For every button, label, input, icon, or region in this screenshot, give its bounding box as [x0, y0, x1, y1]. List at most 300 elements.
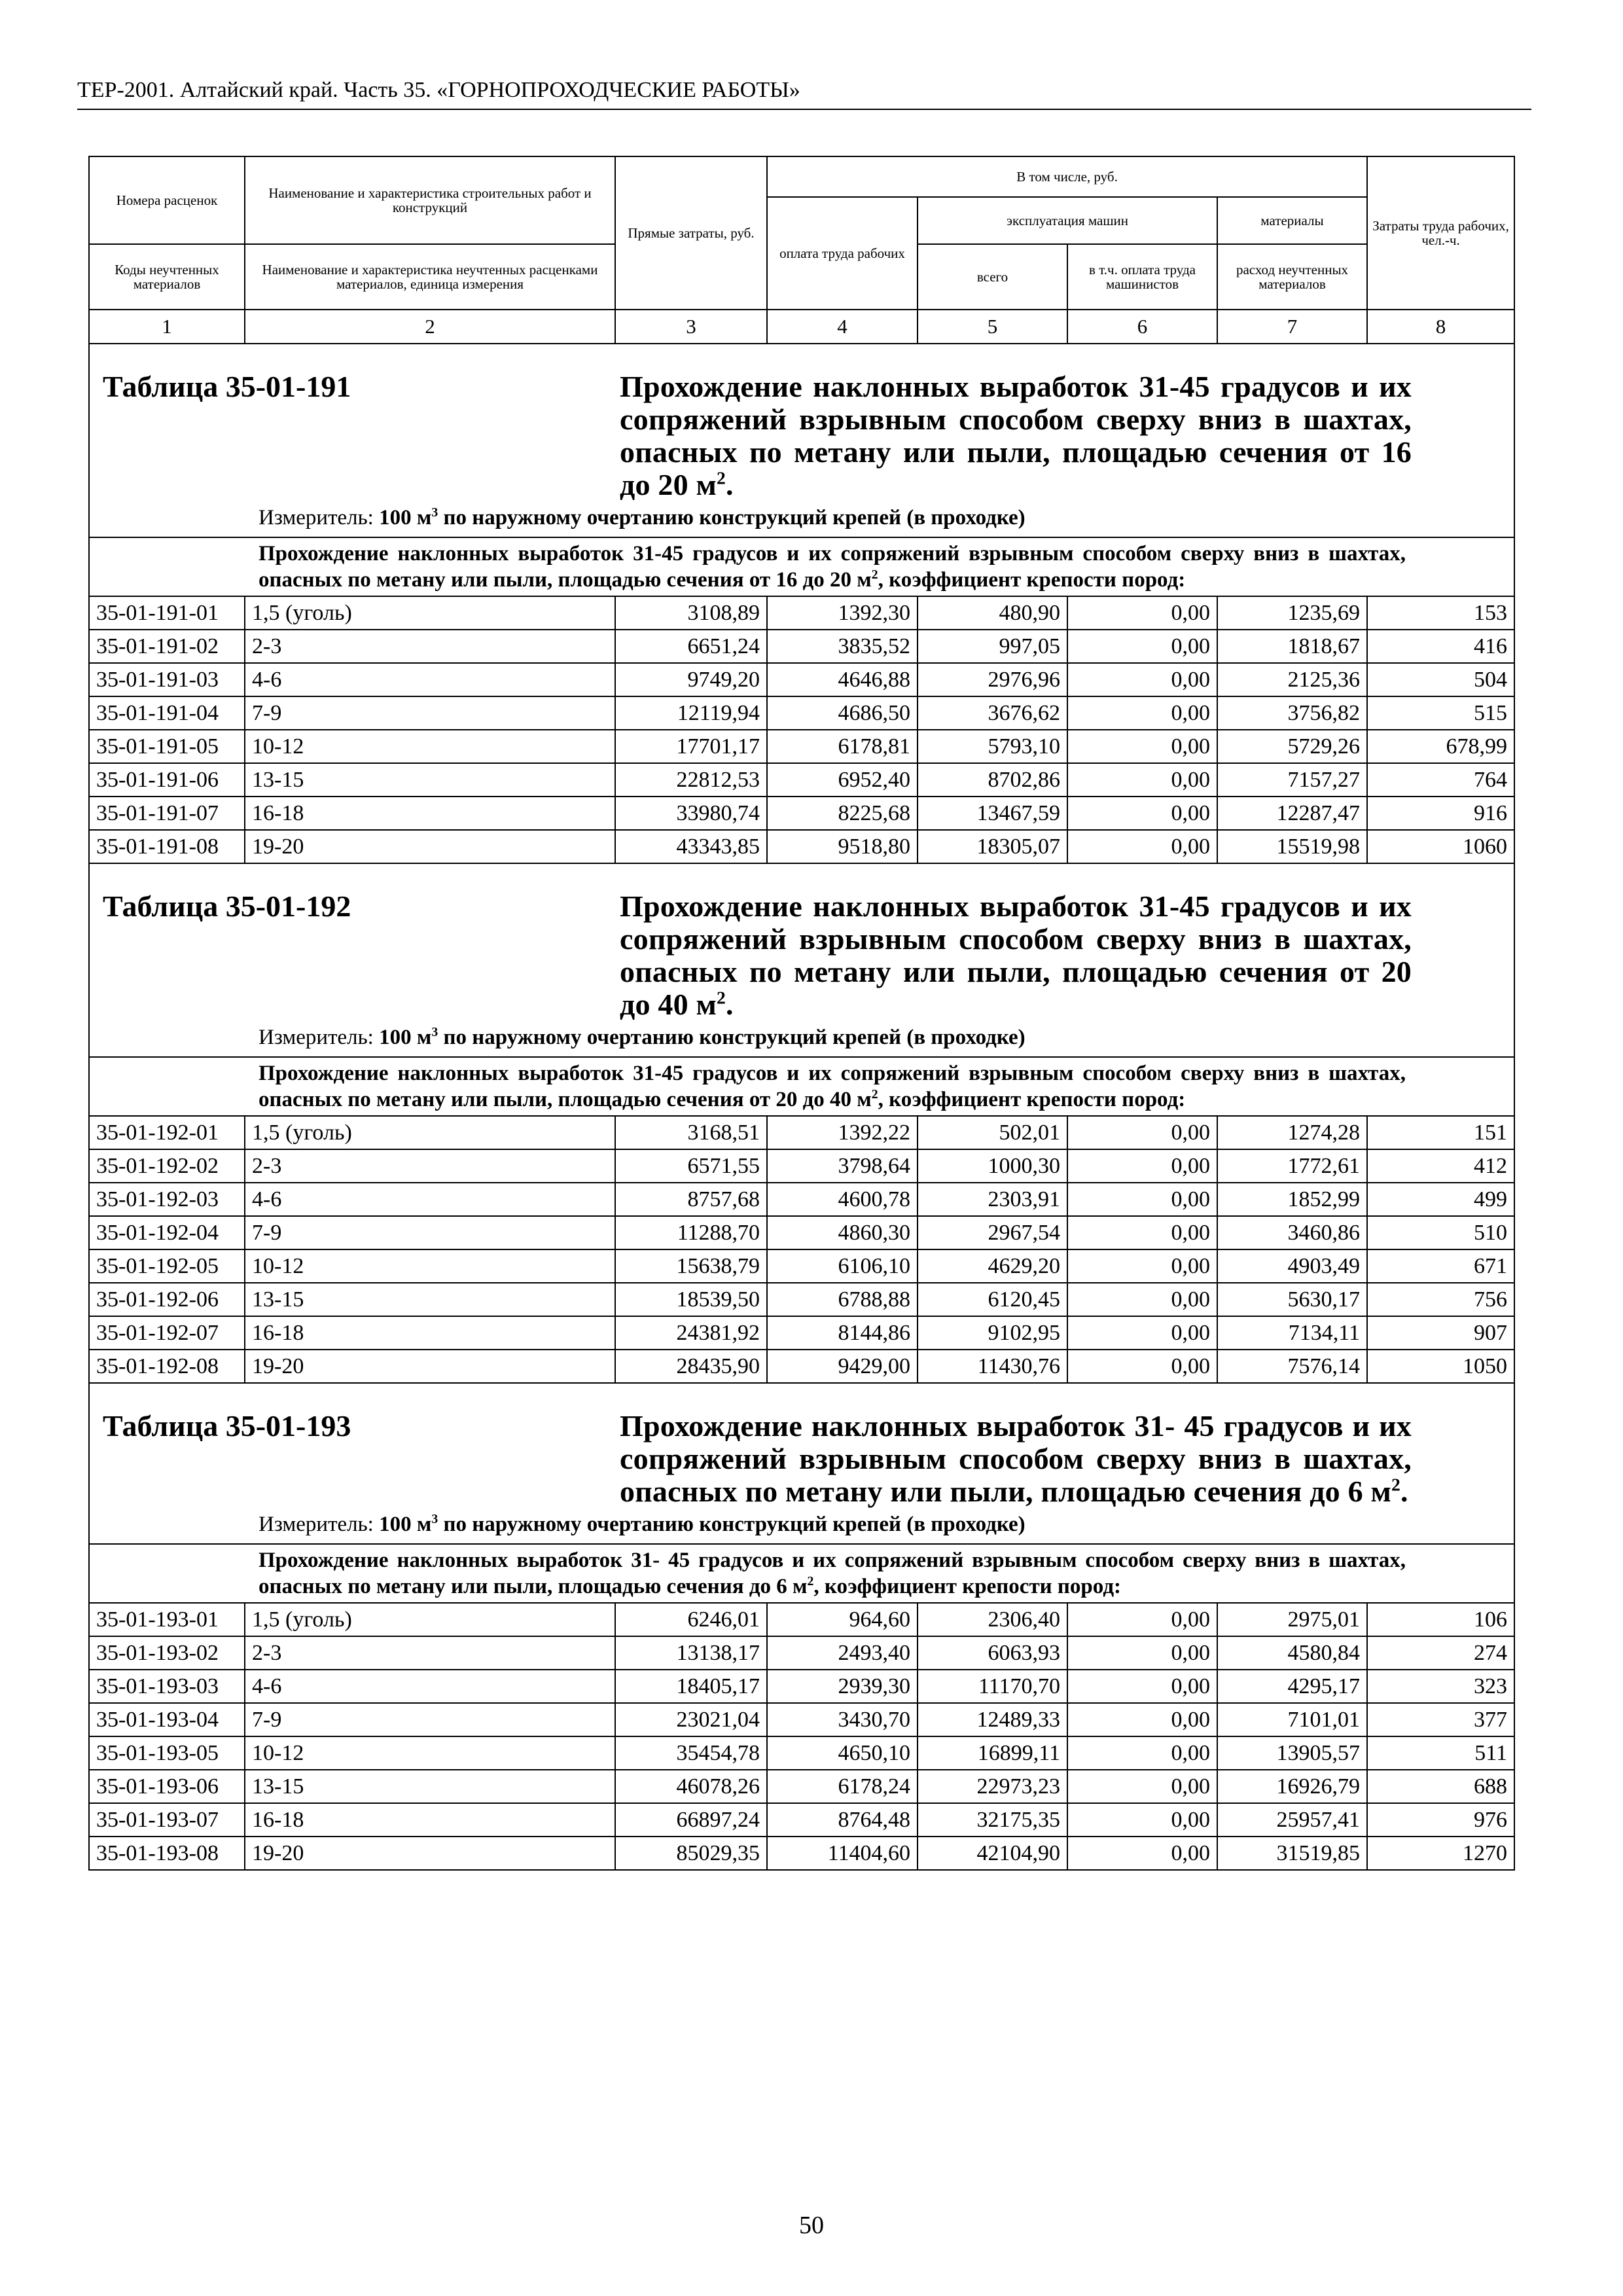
- machine-total: 6120,45: [918, 1283, 1067, 1316]
- rate-code: 35-01-191-05: [89, 730, 245, 763]
- table-title-sup: 2: [717, 467, 726, 488]
- materials-cost: 4295,17: [1217, 1670, 1367, 1703]
- table-row: [89, 1603, 1514, 1636]
- table-title: [620, 1410, 1412, 1508]
- rock-hardness: 2-3: [245, 630, 615, 663]
- materials-cost: 1235,69: [1217, 596, 1367, 630]
- machine-total: 997,05: [918, 630, 1067, 663]
- rate-code: 35-01-191-01: [89, 596, 245, 630]
- worker-pay: 8144,86: [767, 1316, 918, 1350]
- worker-pay: 6106,10: [767, 1249, 918, 1283]
- measurer: [89, 501, 1514, 537]
- direct-costs: 3168,51: [615, 1116, 767, 1149]
- machinist-pay: 0,00: [1067, 763, 1217, 797]
- worker-pay: 6178,81: [767, 730, 918, 763]
- description-row: [89, 537, 1514, 596]
- machinist-pay: 0,00: [1067, 1316, 1217, 1350]
- col-machinist-pay: в т.ч. оплата труда машинистов: [1067, 244, 1217, 310]
- rate-code: 35-01-192-08: [89, 1350, 245, 1383]
- column-number: 7: [1217, 310, 1367, 344]
- measurer-text: по наружному очертанию конструкций крепей (в проходке): [438, 1026, 1026, 1049]
- labor-costs: 976: [1367, 1803, 1514, 1837]
- labor-costs: 412: [1367, 1149, 1514, 1183]
- rate-code: 35-01-192-06: [89, 1283, 245, 1316]
- materials-cost: 7134,11: [1217, 1316, 1367, 1350]
- table-row: [89, 1249, 1514, 1283]
- table-title-text: Прохождение наклонных выработок 31-45 градусов и их сопряжений взрывным способом сверху вниз в шахтах, опасных по метану или пыли, площадью сечения от 20 до 40 м: [620, 889, 1412, 1021]
- machine-total: 2976,96: [918, 663, 1067, 696]
- table-number: Таблица 35-01-192: [103, 889, 351, 923]
- column-number: 1: [89, 310, 245, 344]
- machine-total: 11170,70: [918, 1670, 1067, 1703]
- worker-pay: 2939,30: [767, 1670, 918, 1703]
- labor-costs: 499: [1367, 1183, 1514, 1216]
- section-title-cell: [89, 344, 1514, 501]
- direct-costs: 3108,89: [615, 596, 767, 630]
- direct-costs: 6246,01: [615, 1603, 767, 1636]
- rate-code: 35-01-191-03: [89, 663, 245, 696]
- direct-costs: 18539,50: [615, 1283, 767, 1316]
- section-description: [89, 1057, 1514, 1116]
- direct-costs: 18405,17: [615, 1670, 767, 1703]
- rock-hardness: 10-12: [245, 1249, 615, 1283]
- col-machine-operation: эксплуатация машин: [918, 197, 1217, 244]
- direct-costs: 11288,70: [615, 1216, 767, 1249]
- rock-hardness: 4-6: [245, 663, 615, 696]
- machine-total: 3676,62: [918, 696, 1067, 730]
- machine-total: 480,90: [918, 596, 1067, 630]
- col-labor-costs: Затраты труда рабочих, чел.-ч.: [1367, 156, 1514, 310]
- description-text: Прохождение наклонных выработок 31- 45 градусов и их сопряжений взрывным способом сверху вниз в шахтах, опасных по метану или пыли, площадью сечения до 6 м: [259, 1549, 1406, 1598]
- description-sup: 2: [871, 1087, 878, 1102]
- measurer-row: [89, 501, 1514, 537]
- materials-cost: 1852,99: [1217, 1183, 1367, 1216]
- rate-code: 35-01-192-07: [89, 1316, 245, 1350]
- rate-code: 35-01-192-05: [89, 1249, 245, 1283]
- rock-hardness: 4-6: [245, 1183, 615, 1216]
- machinist-pay: 0,00: [1067, 730, 1217, 763]
- rock-hardness: 16-18: [245, 1316, 615, 1350]
- machinist-pay: 0,00: [1067, 1350, 1217, 1383]
- section-title-row: [89, 863, 1514, 1021]
- rock-hardness: 19-20: [245, 1837, 615, 1870]
- machinist-pay: 0,00: [1067, 1670, 1217, 1703]
- direct-costs: 15638,79: [615, 1249, 767, 1283]
- materials-cost: 2975,01: [1217, 1603, 1367, 1636]
- machine-total: 1000,30: [918, 1149, 1067, 1183]
- measurer-sup: 3: [431, 1512, 438, 1526]
- table-row: [89, 1316, 1514, 1350]
- worker-pay: 9429,00: [767, 1350, 918, 1383]
- measurer-value: [379, 1513, 1026, 1536]
- table-row: [89, 596, 1514, 630]
- description-text: Прохождение наклонных выработок 31-45 градусов и их сопряжений взрывным способом сверху вниз в шахтах, опасных по метану или пыли, площадью сечения от 20 до 40 м: [259, 1062, 1406, 1111]
- labor-costs: 678,99: [1367, 730, 1514, 763]
- machinist-pay: 0,00: [1067, 1736, 1217, 1770]
- materials-cost: 4580,84: [1217, 1636, 1367, 1670]
- labor-costs: 1050: [1367, 1350, 1514, 1383]
- machine-total: 2303,91: [918, 1183, 1067, 1216]
- table-row: [89, 1770, 1514, 1803]
- direct-costs: 43343,85: [615, 830, 767, 863]
- worker-pay: 2493,40: [767, 1636, 918, 1670]
- materials-cost: 31519,85: [1217, 1837, 1367, 1870]
- rate-code: 35-01-192-01: [89, 1116, 245, 1149]
- materials-cost: 4903,49: [1217, 1249, 1367, 1283]
- column-number: 6: [1067, 310, 1217, 344]
- measurer-value: [379, 1026, 1026, 1049]
- table-row: [89, 696, 1514, 730]
- materials-cost: 7576,14: [1217, 1350, 1367, 1383]
- worker-pay: 3430,70: [767, 1703, 918, 1736]
- rock-hardness: 19-20: [245, 1350, 615, 1383]
- worker-pay: 1392,30: [767, 596, 918, 630]
- column-number: 8: [1367, 310, 1514, 344]
- direct-costs: 13138,17: [615, 1636, 767, 1670]
- column-numbers-row: [89, 310, 1514, 344]
- table-title-end: .: [726, 988, 734, 1021]
- description-end: , коэффициент крепости пород:: [813, 1575, 1122, 1598]
- worker-pay: 8225,68: [767, 797, 918, 830]
- rate-code: 35-01-191-04: [89, 696, 245, 730]
- rate-code: 35-01-192-04: [89, 1216, 245, 1249]
- rock-hardness: 19-20: [245, 830, 615, 863]
- col-machine-total: всего: [918, 244, 1067, 310]
- table-title: [620, 890, 1412, 1021]
- rock-hardness: 16-18: [245, 797, 615, 830]
- section-title-cell: [89, 1383, 1514, 1508]
- measurer-label: Измеритель:: [259, 1513, 380, 1536]
- rate-code: 35-01-192-02: [89, 1149, 245, 1183]
- materials-cost: 7101,01: [1217, 1703, 1367, 1736]
- rate-code: 35-01-193-01: [89, 1603, 245, 1636]
- machinist-pay: 0,00: [1067, 830, 1217, 863]
- machine-total: 2967,54: [918, 1216, 1067, 1249]
- machinist-pay: 0,00: [1067, 1636, 1217, 1670]
- table-title-sup: 2: [1391, 1474, 1400, 1495]
- machinist-pay: 0,00: [1067, 630, 1217, 663]
- description-sup: 2: [807, 1574, 814, 1588]
- col-material-names: Наименование и характеристика неучтенных расценками материалов, единица измерения: [245, 244, 615, 310]
- machinist-pay: 0,00: [1067, 1770, 1217, 1803]
- rate-code: 35-01-193-08: [89, 1837, 245, 1870]
- worker-pay: 8764,48: [767, 1803, 918, 1837]
- table-row: [89, 1216, 1514, 1249]
- machinist-pay: 0,00: [1067, 1283, 1217, 1316]
- measurer: [89, 1508, 1514, 1544]
- labor-costs: 510: [1367, 1216, 1514, 1249]
- section-title-cell: [89, 863, 1514, 1021]
- rate-code: 35-01-193-04: [89, 1703, 245, 1736]
- table-row: [89, 1736, 1514, 1770]
- materials-cost: 12287,47: [1217, 797, 1367, 830]
- machinist-pay: 0,00: [1067, 1703, 1217, 1736]
- table-row: [89, 663, 1514, 696]
- labor-costs: 106: [1367, 1603, 1514, 1636]
- rock-hardness: 7-9: [245, 1703, 615, 1736]
- rate-code: 35-01-193-02: [89, 1636, 245, 1670]
- measurer-unit: 100 м: [379, 1513, 432, 1536]
- table-row: [89, 1116, 1514, 1149]
- col-including: В том числе, руб.: [767, 156, 1367, 197]
- measurer-value: [379, 506, 1026, 529]
- labor-costs: 511: [1367, 1736, 1514, 1770]
- rock-hardness: 13-15: [245, 1770, 615, 1803]
- table-number: Таблица 35-01-193: [103, 1409, 351, 1443]
- materials-cost: 13905,57: [1217, 1736, 1367, 1770]
- worker-pay: 1392,22: [767, 1116, 918, 1149]
- table-row: [89, 1283, 1514, 1316]
- worker-pay: 6178,24: [767, 1770, 918, 1803]
- section-title-row: [89, 1383, 1514, 1508]
- description-row: [89, 1544, 1514, 1603]
- measurer-row: [89, 1021, 1514, 1057]
- direct-costs: 33980,74: [615, 797, 767, 830]
- machine-total: 5793,10: [918, 730, 1067, 763]
- direct-costs: 22812,53: [615, 763, 767, 797]
- machinist-pay: 0,00: [1067, 1249, 1217, 1283]
- page-header: ТЕР-2001. Алтайский край. Часть 35. «ГОРНОПРОХОДЧЕСКИЕ РАБОТЫ»: [77, 77, 1531, 110]
- column-number: 3: [615, 310, 767, 344]
- rate-code: 35-01-191-08: [89, 830, 245, 863]
- column-number: 4: [767, 310, 918, 344]
- rock-hardness: 7-9: [245, 1216, 615, 1249]
- labor-costs: 764: [1367, 763, 1514, 797]
- materials-cost: 1274,28: [1217, 1116, 1367, 1149]
- labor-costs: 153: [1367, 596, 1514, 630]
- worker-pay: 3798,64: [767, 1149, 918, 1183]
- rock-hardness: 16-18: [245, 1803, 615, 1837]
- measurer-text: по наружному очертанию конструкций крепей (в проходке): [438, 506, 1026, 529]
- direct-costs: 46078,26: [615, 1770, 767, 1803]
- rate-code: 35-01-193-03: [89, 1670, 245, 1703]
- materials-cost: 7157,27: [1217, 763, 1367, 797]
- direct-costs: 8757,68: [615, 1183, 767, 1216]
- worker-pay: 4860,30: [767, 1216, 918, 1249]
- direct-costs: 9749,20: [615, 663, 767, 696]
- table-title: [620, 370, 1412, 501]
- machinist-pay: 0,00: [1067, 1603, 1217, 1636]
- machine-total: 32175,35: [918, 1803, 1067, 1837]
- machine-total: 502,01: [918, 1116, 1067, 1149]
- col-direct-costs: Прямые затраты, руб.: [615, 156, 767, 310]
- materials-cost: 1772,61: [1217, 1149, 1367, 1183]
- machine-total: 9102,95: [918, 1316, 1067, 1350]
- table-title-text: Прохождение наклонных выработок 31-45 градусов и их сопряжений взрывным способом сверху вниз в шахтах, опасных по метану или пыли, площадью сечения от 16 до 20 м: [620, 370, 1412, 501]
- section-description: [89, 1544, 1514, 1603]
- rates-document: [88, 156, 1514, 1871]
- description-end: , коэффициент крепости пород:: [878, 568, 1186, 592]
- rock-hardness: 1,5 (уголь): [245, 596, 615, 630]
- rock-hardness: 2-3: [245, 1636, 615, 1670]
- machine-total: 6063,93: [918, 1636, 1067, 1670]
- table-row: [89, 1350, 1514, 1383]
- machinist-pay: 0,00: [1067, 1183, 1217, 1216]
- col-material-codes: Коды неучтенных материалов: [89, 244, 245, 310]
- worker-pay: 964,60: [767, 1603, 918, 1636]
- table-row: [89, 1670, 1514, 1703]
- machinist-pay: 0,00: [1067, 663, 1217, 696]
- labor-costs: 151: [1367, 1116, 1514, 1149]
- worker-pay: 9518,80: [767, 830, 918, 863]
- table-title-end: .: [726, 468, 734, 501]
- measurer-sup: 3: [431, 1025, 438, 1039]
- materials-cost: 5729,26: [1217, 730, 1367, 763]
- labor-costs: 671: [1367, 1249, 1514, 1283]
- column-number: 2: [245, 310, 615, 344]
- col-worker-pay: оплата труда рабочих: [767, 197, 918, 310]
- materials-cost: 3460,86: [1217, 1216, 1367, 1249]
- description-sup: 2: [871, 567, 878, 582]
- labor-costs: 504: [1367, 663, 1514, 696]
- labor-costs: 688: [1367, 1770, 1514, 1803]
- description-end: , коэффициент крепости пород:: [878, 1088, 1186, 1111]
- machine-total: 22973,23: [918, 1770, 1067, 1803]
- machine-total: 4629,20: [918, 1249, 1067, 1283]
- worker-pay: 4686,50: [767, 696, 918, 730]
- rate-code: 35-01-193-05: [89, 1736, 245, 1770]
- machine-total: 13467,59: [918, 797, 1067, 830]
- table-row: [89, 730, 1514, 763]
- column-number: 5: [918, 310, 1067, 344]
- machine-total: 12489,33: [918, 1703, 1067, 1736]
- section-title-row: [89, 344, 1514, 501]
- rock-hardness: 13-15: [245, 1283, 615, 1316]
- rate-code: 35-01-192-03: [89, 1183, 245, 1216]
- table-number: Таблица 35-01-191: [103, 370, 351, 403]
- rate-code: 35-01-193-06: [89, 1770, 245, 1803]
- col-materials: материалы: [1217, 197, 1367, 244]
- table-row: [89, 763, 1514, 797]
- measurer-label: Измеритель:: [259, 1026, 380, 1049]
- direct-costs: 23021,04: [615, 1703, 767, 1736]
- direct-costs: 66897,24: [615, 1803, 767, 1837]
- direct-costs: 6651,24: [615, 630, 767, 663]
- table-title-sup: 2: [717, 987, 726, 1008]
- table-title-text: Прохождение наклонных выработок 31- 45 градусов и их сопряжений взрывным способом сверху вниз в шахтах, опасных по метану или пыли, площадью сечения до 6 м: [620, 1409, 1412, 1508]
- direct-costs: 17701,17: [615, 730, 767, 763]
- rock-hardness: 7-9: [245, 696, 615, 730]
- rock-hardness: 10-12: [245, 1736, 615, 1770]
- description-text: Прохождение наклонных выработок 31-45 градусов и их сопряжений взрывным способом сверху вниз в шахтах, опасных по метану или пыли, площадью сечения от 16 до 20 м: [259, 542, 1406, 592]
- direct-costs: 28435,90: [615, 1350, 767, 1383]
- table-row: [89, 1149, 1514, 1183]
- labor-costs: 1270: [1367, 1837, 1514, 1870]
- direct-costs: 12119,94: [615, 696, 767, 730]
- table-row: [89, 1636, 1514, 1670]
- table-row: [89, 1837, 1514, 1870]
- measurer-label: Измеритель:: [259, 506, 380, 529]
- materials-cost: 15519,98: [1217, 830, 1367, 863]
- materials-cost: 16926,79: [1217, 1770, 1367, 1803]
- labor-costs: 323: [1367, 1670, 1514, 1703]
- rate-code: 35-01-191-02: [89, 630, 245, 663]
- table-row: [89, 1183, 1514, 1216]
- machinist-pay: 0,00: [1067, 1116, 1217, 1149]
- materials-cost: 25957,41: [1217, 1803, 1367, 1837]
- rate-code: 35-01-191-06: [89, 763, 245, 797]
- table-header: [89, 156, 1514, 310]
- machine-total: 16899,11: [918, 1736, 1067, 1770]
- table-row: [89, 1703, 1514, 1736]
- machine-total: 11430,76: [918, 1350, 1067, 1383]
- worker-pay: 6788,88: [767, 1283, 918, 1316]
- rock-hardness: 2-3: [245, 1149, 615, 1183]
- machine-total: 42104,90: [918, 1837, 1067, 1870]
- section-description: [89, 537, 1514, 596]
- labor-costs: 274: [1367, 1636, 1514, 1670]
- rock-hardness: 1,5 (уголь): [245, 1603, 615, 1636]
- rates-table: [88, 156, 1515, 1871]
- measurer-unit: 100 м: [379, 1026, 432, 1049]
- rock-hardness: 1,5 (уголь): [245, 1116, 615, 1149]
- materials-cost: 2125,36: [1217, 663, 1367, 696]
- worker-pay: 4650,10: [767, 1736, 918, 1770]
- rate-code: 35-01-191-07: [89, 797, 245, 830]
- labor-costs: 515: [1367, 696, 1514, 730]
- worker-pay: 11404,60: [767, 1837, 918, 1870]
- description-row: [89, 1057, 1514, 1116]
- machinist-pay: 0,00: [1067, 1837, 1217, 1870]
- worker-pay: 4646,88: [767, 663, 918, 696]
- direct-costs: 24381,92: [615, 1316, 767, 1350]
- machinist-pay: 0,00: [1067, 1803, 1217, 1837]
- labor-costs: 907: [1367, 1316, 1514, 1350]
- machine-total: 18305,07: [918, 830, 1067, 863]
- measurer: [89, 1021, 1514, 1057]
- machinist-pay: 0,00: [1067, 1149, 1217, 1183]
- worker-pay: 3835,52: [767, 630, 918, 663]
- measurer-text: по наружному очертанию конструкций крепей (в проходке): [438, 1513, 1026, 1536]
- machinist-pay: 0,00: [1067, 596, 1217, 630]
- machine-total: 2306,40: [918, 1603, 1067, 1636]
- rate-code: 35-01-193-07: [89, 1803, 245, 1837]
- table-row: [89, 830, 1514, 863]
- machine-total: 8702,86: [918, 763, 1067, 797]
- labor-costs: 1060: [1367, 830, 1514, 863]
- worker-pay: 6952,40: [767, 763, 918, 797]
- rock-hardness: 10-12: [245, 730, 615, 763]
- worker-pay: 4600,78: [767, 1183, 918, 1216]
- table-row: [89, 797, 1514, 830]
- table-row: [89, 1803, 1514, 1837]
- materials-cost: 1818,67: [1217, 630, 1367, 663]
- measurer-unit: 100 м: [379, 506, 432, 529]
- materials-cost: 3756,82: [1217, 696, 1367, 730]
- materials-cost: 5630,17: [1217, 1283, 1367, 1316]
- direct-costs: 6571,55: [615, 1149, 767, 1183]
- labor-costs: 416: [1367, 630, 1514, 663]
- table-row: [89, 630, 1514, 663]
- direct-costs: 85029,35: [615, 1837, 767, 1870]
- machinist-pay: 0,00: [1067, 797, 1217, 830]
- col-rate-numbers: Номера расценок: [89, 156, 245, 244]
- measurer-row: [89, 1508, 1514, 1544]
- rock-hardness: 4-6: [245, 1670, 615, 1703]
- table-title-end: .: [1400, 1475, 1408, 1508]
- col-unaccounted-materials: расход неучтенных материалов: [1217, 244, 1367, 310]
- machinist-pay: 0,00: [1067, 696, 1217, 730]
- col-work-name: Наименование и характеристика строительных работ и конструкций: [245, 156, 615, 244]
- labor-costs: 916: [1367, 797, 1514, 830]
- labor-costs: 756: [1367, 1283, 1514, 1316]
- rock-hardness: 13-15: [245, 763, 615, 797]
- direct-costs: 35454,78: [615, 1736, 767, 1770]
- measurer-sup: 3: [431, 505, 438, 520]
- machinist-pay: 0,00: [1067, 1216, 1217, 1249]
- page-number: 50: [799, 2212, 824, 2239]
- labor-costs: 377: [1367, 1703, 1514, 1736]
